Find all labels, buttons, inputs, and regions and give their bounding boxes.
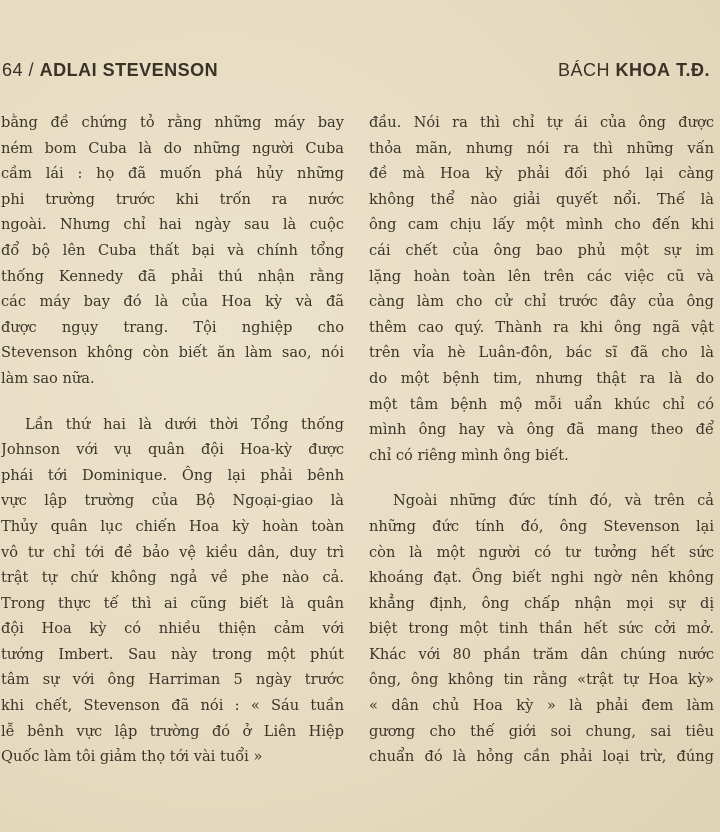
page-number: 64 [2,60,24,80]
paragraph [1,412,344,770]
journal-name-part3: T.Đ. [675,60,710,80]
text-line: khi chết, Stevenson đã nói : « Sáu tuần [1,697,344,715]
text-line: do một bệnh tim, nhưng thật ra là do [369,369,714,387]
text-line: không thể nào giải quyết nổi. Thế là [369,190,714,208]
text-line: phi trường trước khi trốn ra nước [1,190,344,208]
journal-name-part2: KHOA [615,60,671,80]
text-line: khoáng đạt. Ông biết nghi ngờ nên không [369,569,714,587]
text-line: còn là một người có tư tưởng hết sức [369,543,714,561]
left-column [1,110,344,770]
text-line: đầu. Nói ra thì chỉ tự ái của ông được [369,114,714,131]
text-line: lễ bênh vực lập trường đó ở Liên Hiệp [1,722,344,740]
text-line: thỏa mãn, nhưng nói ra thì những vấn [369,139,714,157]
text-line: đổ bộ lên Cuba thất bại và chính tổng [1,241,344,259]
text-line: tướng Imbert. Sau này trong một phút [1,645,344,663]
text-line: ông cam chịu lấy một mình cho đến khi [369,216,714,234]
running-header [0,60,720,86]
text-line: Johnson với vụ quân đội Hoa-kỳ được [1,441,344,459]
text-line: làm sao nữa. [1,369,95,387]
text-line: Stevenson không còn biết ăn làm sao, nói [1,344,344,362]
text-line: đội Hoa kỳ có nhiều thiện cảm với [1,620,344,638]
text-line: ném bom Cuba là do những người Cuba [1,139,344,157]
text-line: cái chết của ông bao phủ một sự im [369,241,714,259]
text-line: chỉ có riêng mình ông biết. [369,446,569,464]
text-line: chuẩn đó là hỏng cần phải loại trừ, đúng [369,748,714,766]
text-line: những đức tính đó, ông Stevenson lại [369,517,714,535]
text-line: phái tới Dominique. Ông lại phải bênh [1,466,344,484]
header-right [558,60,710,81]
text-line: gương cho thế giới soi chung, sai tiêu [369,722,714,740]
text-line: một tâm bệnh mộ mỗi uẩn khúc chỉ có [369,395,714,413]
text-line: bằng đề chứng tỏ rằng những máy bay [1,114,344,131]
paragraph [369,488,714,770]
text-line: Trong thực tế thì ai cũng biết là quân [1,594,344,612]
journal-name-part1: BÁCH [557,60,610,80]
text-line: khẳng định, ông chấp nhận mọi sự dị [369,594,714,612]
text-line: Quốc làm tôi giảm thọ tới vài tuổi » [1,748,263,766]
text-line: biệt trong một tinh thần hết sức cởi mở. [369,620,714,638]
text-line: càng làm cho cử chỉ trước đây của ông [369,293,714,311]
text-line: vực lập trường của Bộ Ngoại-giao là [1,492,344,510]
text-line: cầm lái : họ đã muốn phá hủy những [1,165,344,183]
header-left [2,60,218,81]
text-line: lặng hoàn toàn lên trên các việc cũ và [369,267,714,285]
text-line: ông, ông không tin rằng «trật tự Hoa kỳ» [369,671,714,689]
paragraph [369,110,714,468]
text-line: thêm cao quý. Thành ra khi ông ngã vật [369,318,714,336]
header-separator: / [28,60,35,80]
text-line: « dân chủ Hoa kỳ » là phải đem làm [369,697,714,715]
text-line: Lần thứ hai là dưới thời Tổng thống [25,415,344,433]
text-line: mình ông hay và ông đã mang theo để [369,421,714,439]
text-line: Khác với 80 phần trăm dân chúng nước [369,645,714,663]
text-line: Thủy quân lục chiến Hoa kỳ hoàn toàn [1,517,344,535]
text-line: thống Kennedy đã phải thú nhận rằng [1,267,344,285]
text-line: trên vỉa hè Luân-đôn, bác sĩ đã cho là [369,344,714,362]
text-line: tâm sự với ông Harriman 5 ngày trước [1,671,344,689]
right-column [369,110,714,770]
paragraph [1,110,344,392]
text-line: được ngụy trang. Tội nghiệp cho [1,318,344,336]
text-line: các máy bay đó là của Hoa kỳ và đã [1,293,344,311]
text-line: vô tư chỉ tới đề bảo vệ kiều dân, duy trì [1,543,344,561]
text-line: trật tự chứ không ngả về phe nào cả. [1,569,344,587]
text-line: Ngoài những đức tính đó, và trên cả [393,492,714,510]
text-line: ngoài. Nhưng chỉ hai ngày sau là cuộc [1,216,344,234]
text-line: đề mà Hoa kỳ phải đối phó lại càng [369,165,714,183]
header-author: ADLAI STEVENSON [39,60,219,80]
